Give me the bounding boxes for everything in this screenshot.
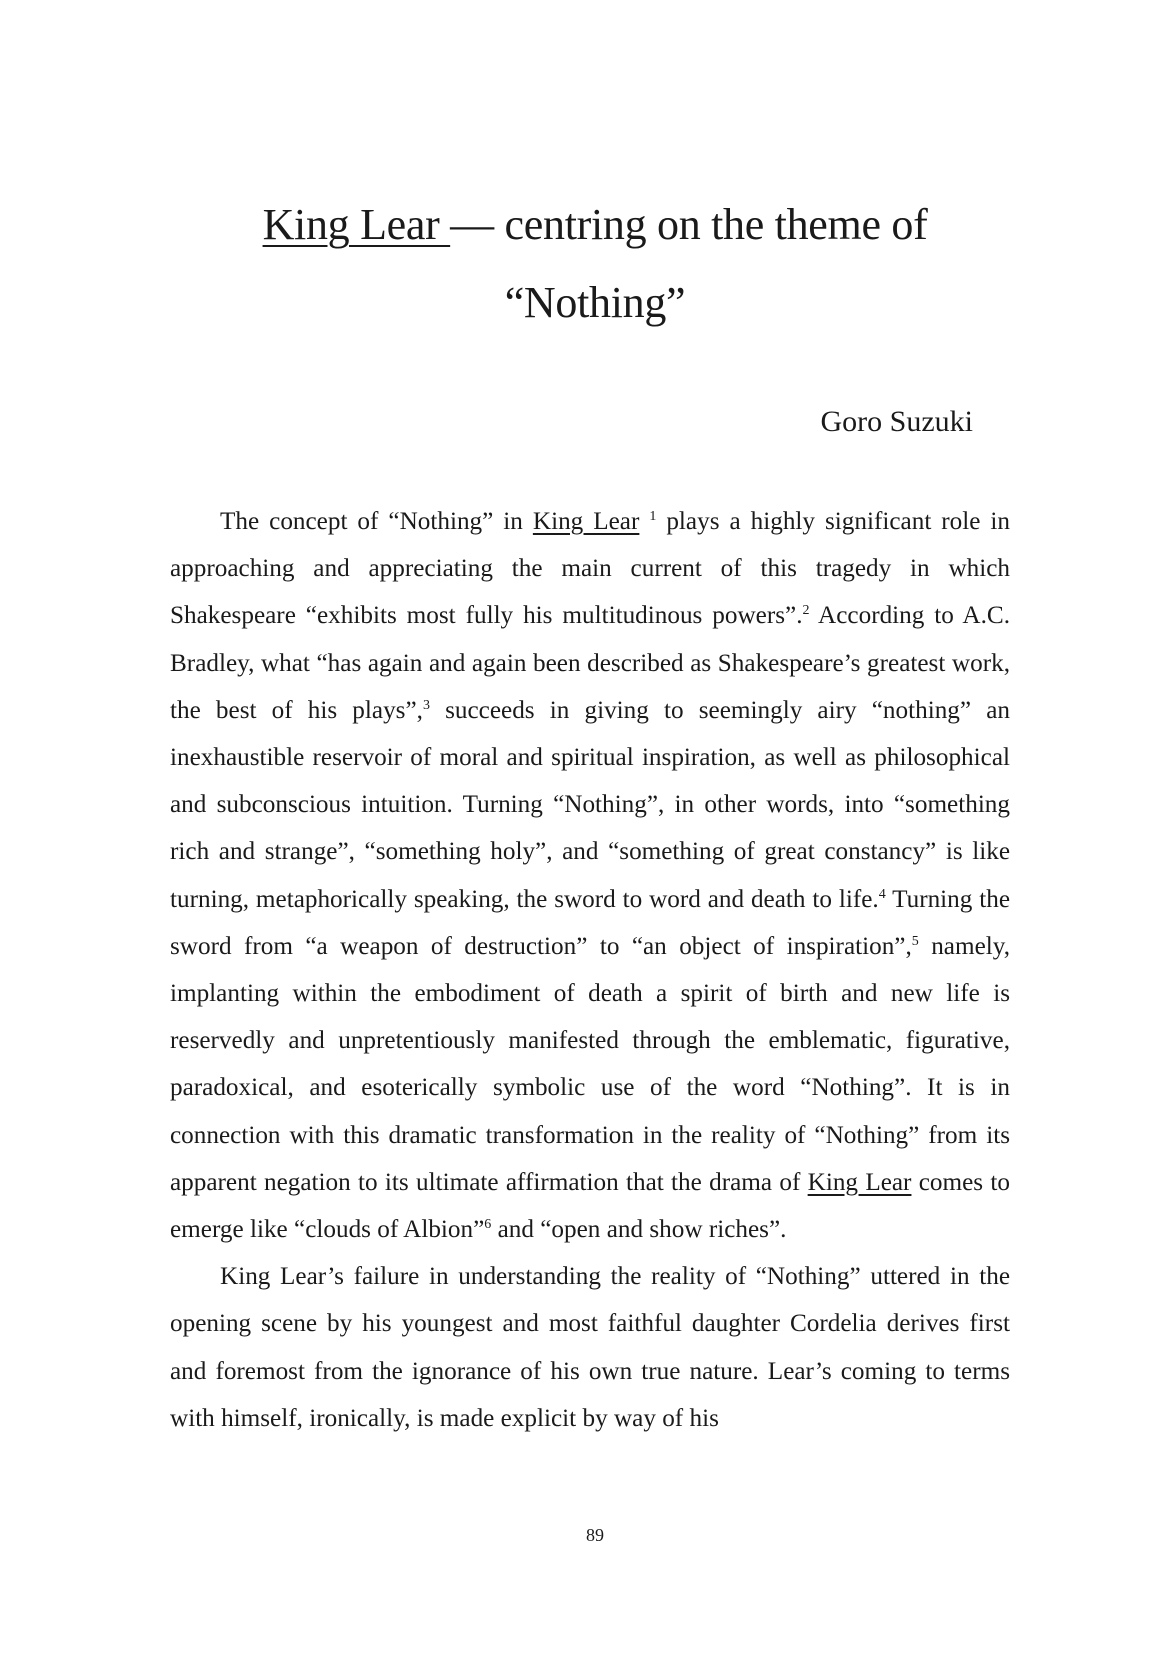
p1-text-6: namely, implanting within the embodiment of death a spirit of birth and new life is reservedly and unpretentiously manifested through the emblematic, figurative, paradoxical, and esoterically symbolic use of the word “Nothing”. It is in connection with this dramatic transformation in the reality of “Nothing” from its apparent negation to its ultimate affirmation that the drama of <box>170 932 1010 1196</box>
page-number: 89 <box>586 1525 604 1545</box>
paragraph-1 <box>170 498 1010 1253</box>
footnote-ref-6: 6 <box>484 1217 492 1233</box>
article-title <box>0 186 1165 342</box>
p1-text-3: According to A.C. Bradley, what “has again and again been described as Shakespeare’s greatest work, the best of his plays”, <box>170 602 1011 724</box>
p1-text-1: The concept of “Nothing” in <box>220 508 533 535</box>
author-name: Goro Suzuki <box>820 405 973 438</box>
footnote-ref-3: 3 <box>422 697 430 713</box>
article-body <box>170 498 1010 1442</box>
footnote-ref-2: 2 <box>802 603 810 619</box>
title-line1-rest: — centring on the theme of <box>450 200 928 249</box>
p1-text-7: comes to emerge like “clouds of Albion” <box>170 1168 1010 1244</box>
p1-text-2: plays a highly significant role in approaching and appreciating the main current of this tragedy in which Shakespeare “exhibits most fully his multitudinous powers”. <box>170 508 1011 630</box>
p1-text-8: and “open and show riches”. <box>491 1216 787 1244</box>
work-title-inline: King Lear <box>807 1168 912 1196</box>
paragraph-2: King Lear’s failure in understanding the reality of “Nothing” uttered in the opening scene by his youngest and most faithful daughter Cordelia derives first and foremost from the ignorance of his own true nature. Lear’s coming to terms with himself, ironically, is made explicit by way of his <box>170 1263 1010 1432</box>
footnote-ref-5: 5 <box>911 933 919 949</box>
title-line2: “Nothing” <box>504 278 686 327</box>
title-work-name: King Lear <box>262 200 451 249</box>
footnote-ref-4: 4 <box>878 886 886 902</box>
p1-text-5: Turning the sword from “a weapon of destruction” to “an object of inspiration”, <box>170 885 1010 960</box>
p1-text-4: succeeds in giving to seemingly airy “nothing” an inexhaustible reservoir of moral and spiritual inspiration, as well as philosophical and subconscious intuition. Turning “Nothing”, in other words, into “something rich and strange”, “something holy”, and “something of great constancy” is like turning, metaphorically speaking, the sword to word and death to life. <box>170 696 1010 913</box>
work-title-inline: King Lear <box>532 508 640 535</box>
footnote-ref-1: 1 <box>649 509 657 524</box>
